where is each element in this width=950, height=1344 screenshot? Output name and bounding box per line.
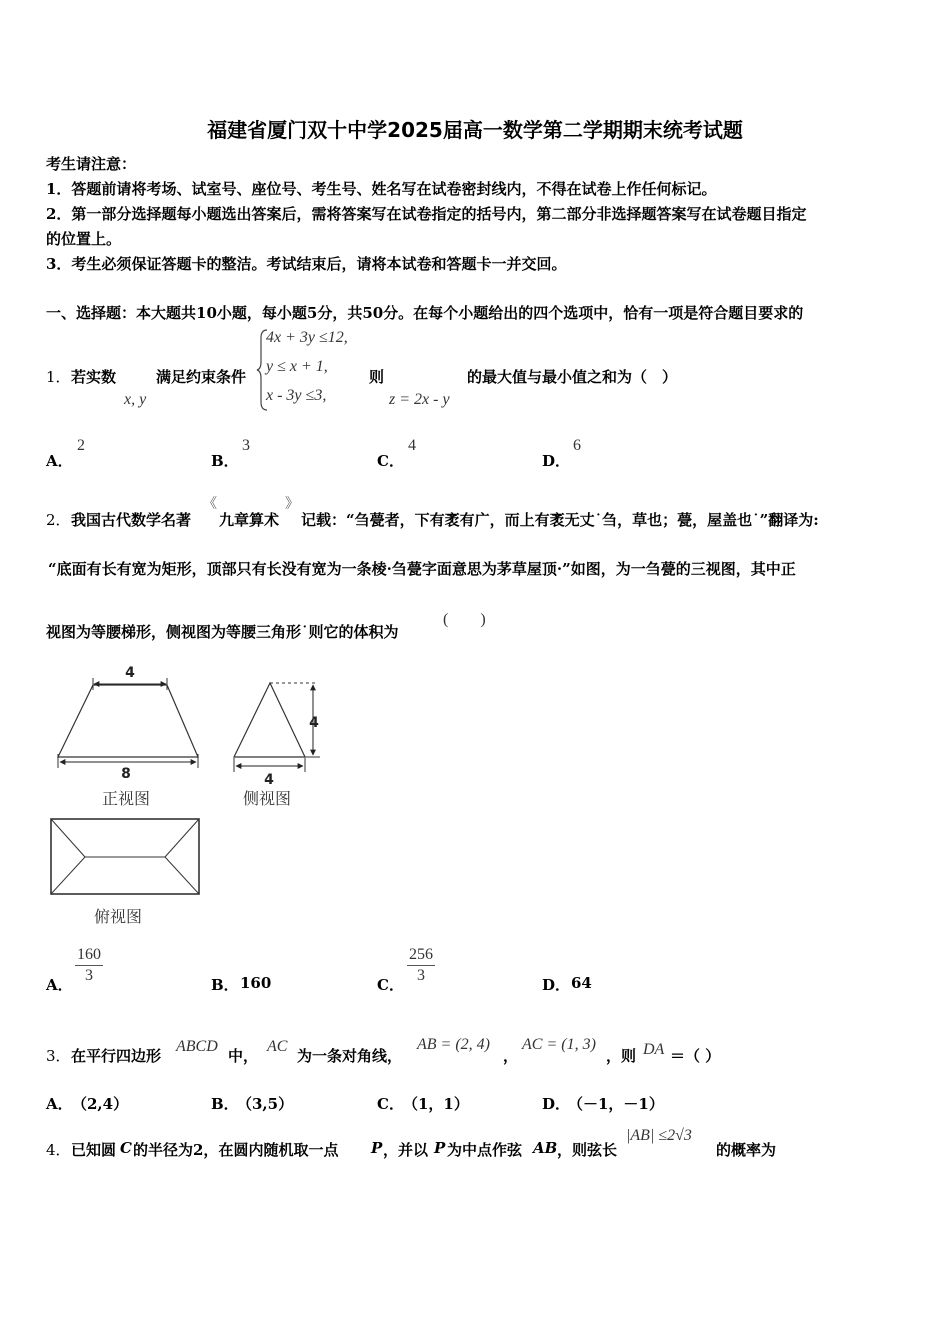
question-number: 2．: [46, 511, 71, 529]
notice-item: 的位置上。: [46, 230, 122, 248]
page-title: 福建省厦门双十中学2025届高一数学第二学期期末统考试题: [207, 118, 743, 142]
option-fraction: $\frac{160}{3}$: [77, 946, 101, 984]
option-value: （3,5）: [237, 1095, 294, 1113]
side-height-dim: 4: [309, 715, 319, 731]
option-fraction: $\frac{256}{3}$: [409, 946, 433, 984]
book-mark-close: 》: [285, 497, 299, 512]
question-text: 的最大值与最小值之和为（ ）: [467, 368, 678, 386]
math-abcd: ABCD: [176, 1038, 218, 1055]
notice-item: 1．答题前请将考场、试室号、座位号、考生号、姓名写在试卷密封线内，不得在试卷上作任何标记。: [46, 180, 717, 198]
option-label: C．: [377, 976, 404, 994]
option-value: 160: [240, 974, 272, 992]
option-value: （1，1）: [403, 1095, 469, 1113]
constraint: x - 3y ≤3,: [266, 387, 327, 404]
section-heading: 一、选择题：本大题共10小题，每小题5分，共50分。在每个小题给出的四个选项中，恰有一项是符合题目要求的: [46, 304, 804, 322]
option-label: D．: [542, 452, 571, 470]
question-text: 为一条对角线，: [297, 1047, 403, 1065]
question-text: 为中点作弦: [447, 1141, 523, 1159]
question-number: 3．: [46, 1047, 71, 1065]
question-number: 4．: [46, 1141, 71, 1159]
front-view: [58, 678, 198, 768]
book-title: 九章算术: [219, 511, 280, 529]
question-text: ＝（ ）: [670, 1047, 721, 1065]
question-text: 若实数: [71, 368, 117, 386]
question-text: 已知圆: [71, 1141, 117, 1159]
question-text: 在平行四边形: [71, 1047, 162, 1065]
option-label: D．: [542, 976, 571, 994]
side-caption: 侧视图: [242, 789, 292, 808]
math-p: P: [434, 1139, 446, 1157]
option-value: （－1，－1）: [568, 1095, 664, 1113]
question-text: ，并以: [383, 1141, 429, 1159]
vector-ac: AC = (1, 3): [522, 1036, 596, 1053]
question-text: 的半径为2，在圆内随机取一点: [133, 1141, 339, 1159]
option-value: 64: [571, 974, 592, 992]
option-label: A．: [46, 976, 73, 994]
vector-da: DA: [643, 1041, 665, 1058]
option-value: 2: [77, 437, 85, 454]
option-label: D．: [542, 1095, 571, 1113]
notice-item: 2．第一部分选择题每小题选出答案后，需将答案写在试卷指定的括号内，第二部分非选择题答案写在试卷题目指定: [46, 205, 807, 223]
notice-item: 3．考生必须保证答题卡的整洁。考试结束后，请将本试卷和答题卡一并交回。: [46, 255, 567, 273]
math-c: C: [120, 1139, 132, 1157]
math-ac: AC: [267, 1038, 288, 1055]
question-text: 视图为等腰梯形，侧视图为等腰三角形˙则它的体积为: [46, 623, 399, 641]
top-caption: 俯视图: [93, 907, 143, 926]
option-label: A．: [46, 1095, 73, 1113]
question-text: “底面有长有宽为矩形，顶部只有长没有宽为一条棱·刍甍字面意思为茅草屋顶·”如图，为一刍甍的三视图，其中正: [48, 560, 796, 578]
option-label: B．: [211, 976, 239, 994]
objective-function: z = 2x - y: [389, 391, 450, 408]
question-text: 我国古代数学名著: [71, 511, 192, 529]
constraint: y ≤ x + 1,: [266, 358, 328, 375]
question-text: 满足约束条件: [156, 368, 247, 386]
option-value: 3: [242, 437, 250, 454]
front-bottom-dim: 8: [121, 766, 131, 782]
vector-ab: AB = (2, 4): [417, 1036, 490, 1053]
option-label: C．: [377, 1095, 404, 1113]
answer-paren: ( ): [443, 611, 486, 628]
constraint: 4x + 3y ≤12,: [266, 329, 348, 346]
math-ab: AB: [533, 1139, 558, 1157]
option-label: A．: [46, 452, 73, 470]
side-view: [234, 683, 320, 772]
question-number: 1．: [46, 368, 71, 386]
option-value: （2,4）: [72, 1095, 129, 1113]
option-value: 6: [573, 437, 581, 454]
top-view: [51, 819, 199, 894]
math-p: P: [371, 1139, 383, 1157]
front-caption: 正视图: [101, 789, 151, 808]
side-bottom-dim: 4: [264, 772, 274, 788]
math-vars: x, y: [124, 391, 147, 408]
book-mark-open: 《: [203, 497, 217, 512]
option-label: B．: [211, 452, 239, 470]
option-value: 4: [408, 437, 416, 454]
question-text: 中，: [228, 1047, 259, 1065]
three-view-figure: [40, 660, 340, 930]
option-label: B．: [211, 1095, 239, 1113]
question-text: ，: [503, 1047, 519, 1065]
front-top-dim: 4: [125, 665, 135, 681]
option-label: C．: [377, 452, 404, 470]
question-text: 记载：“刍甍者，下有袤有广，而上有袤无丈˙刍，草也；甍，屋盖也˙”翻译为:: [301, 511, 819, 529]
notice-heading: 考生请注意：: [46, 155, 137, 173]
question-text: 则: [369, 368, 385, 386]
chord-inequality: |AB| ≤2√3: [626, 1127, 692, 1144]
question-text: ，则弦长: [557, 1141, 618, 1159]
question-text: ，则: [606, 1047, 637, 1065]
question-text: 的概率为: [716, 1141, 777, 1159]
